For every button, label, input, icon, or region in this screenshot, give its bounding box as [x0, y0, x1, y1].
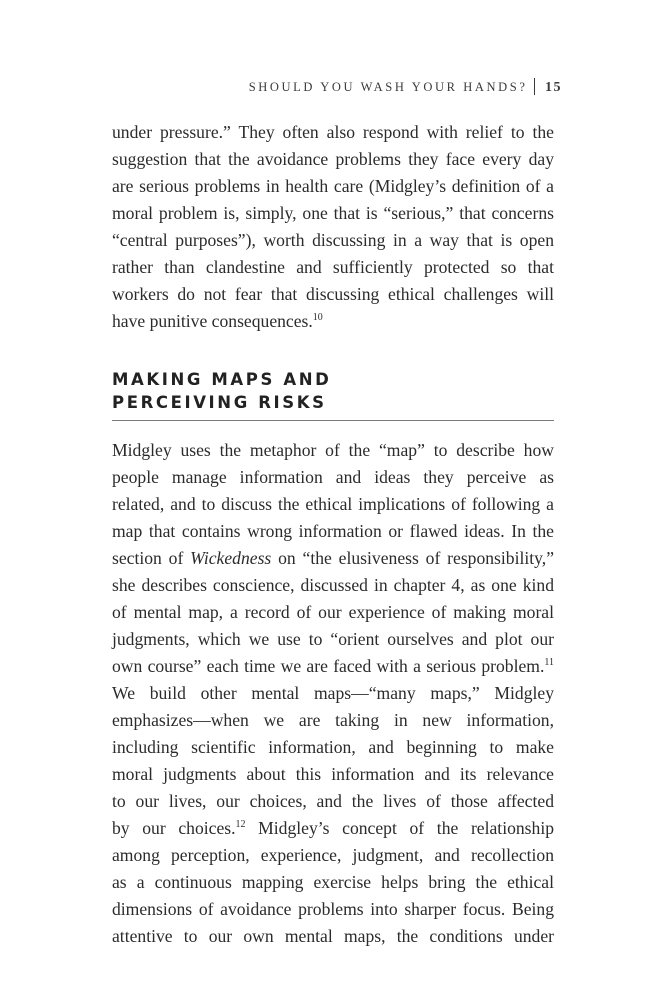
text-line: “central purposes”), worth discussing in a way that is open	[112, 230, 554, 250]
footnote-ref-10: 10	[312, 312, 323, 323]
text-line: moral judgments about this information and its relevance	[112, 764, 554, 784]
book-title: Wickedness	[190, 548, 272, 568]
footnote-ref-12: 12	[235, 819, 246, 830]
text-line: related, and to discuss the ethical implications of following a	[112, 494, 554, 514]
text-line: among perception, experience, judgment, and recollection	[112, 845, 554, 865]
text-line: Midgley uses the metaphor of the “map” to describe how	[112, 440, 554, 460]
text-line: We build other mental maps—“many maps,” Midgley	[112, 683, 554, 703]
text-line	[112, 545, 554, 572]
text-fragment: have punitive consequences.	[112, 311, 313, 331]
text-line: rather than clandestine and sufficiently protected so that	[112, 257, 554, 277]
section-heading	[112, 368, 554, 421]
text-line: under pressure.” They often also respond with relief to the	[112, 122, 554, 142]
paragraph-1	[112, 119, 554, 335]
text-line: including scientific information, and beginning to make	[112, 737, 554, 757]
text-line	[112, 815, 554, 842]
text-line: moral problem is, simply, one that is “serious,” that concerns	[112, 203, 554, 223]
heading-line-2: PERCEIVING RISKS	[112, 393, 327, 412]
text-line: of mental map, a record of our experience of making moral	[112, 602, 554, 622]
text-fragment: Midgley’s concept of the relationship	[245, 818, 555, 838]
text-line	[112, 653, 554, 680]
running-head-title: SHOULD YOU WASH YOUR HANDS?	[248, 80, 528, 94]
heading-line-1: MAKING MAPS AND	[112, 370, 332, 389]
text-line: judgments, which we use to “orient ourselves and plot our	[112, 629, 554, 649]
text-line: people manage information and ideas they perceive as	[112, 467, 554, 487]
text-line: dimensions of avoidance problems into sharper focus. Being	[112, 899, 554, 919]
running-head	[249, 78, 562, 96]
text-fragment: section of	[112, 548, 191, 568]
text-line: to our lives, our choices, and the lives of those affected	[112, 791, 554, 811]
text-fragment: by our choices.	[112, 818, 236, 838]
paragraph-2	[112, 437, 554, 950]
text-line: workers do not fear that discussing ethical challenges will	[112, 284, 554, 304]
running-head-separator	[534, 78, 536, 95]
footnote-ref-11: 11	[544, 657, 554, 668]
text-line: attentive to our own mental maps, the conditions under	[112, 926, 554, 946]
page-number: 15	[545, 80, 562, 95]
text-line: emphasizes—when we are taking in new information,	[112, 710, 554, 730]
text-line: are serious problems in health care (Midgley’s definition of a	[112, 176, 554, 196]
text-line: as a continuous mapping exercise helps bring the ethical	[112, 872, 554, 892]
text-fragment: own course” each time we are faced with a serious problem.	[112, 656, 545, 676]
text-fragment: on “the elusiveness of responsibility,”	[271, 548, 554, 568]
text-line: she describes conscience, discussed in chapter 4, as one kind	[112, 575, 554, 595]
text-line: suggestion that the avoidance problems they face every day	[112, 149, 554, 169]
text-line	[112, 308, 554, 335]
text-line: map that contains wrong information or flawed ideas. In the	[112, 521, 554, 541]
